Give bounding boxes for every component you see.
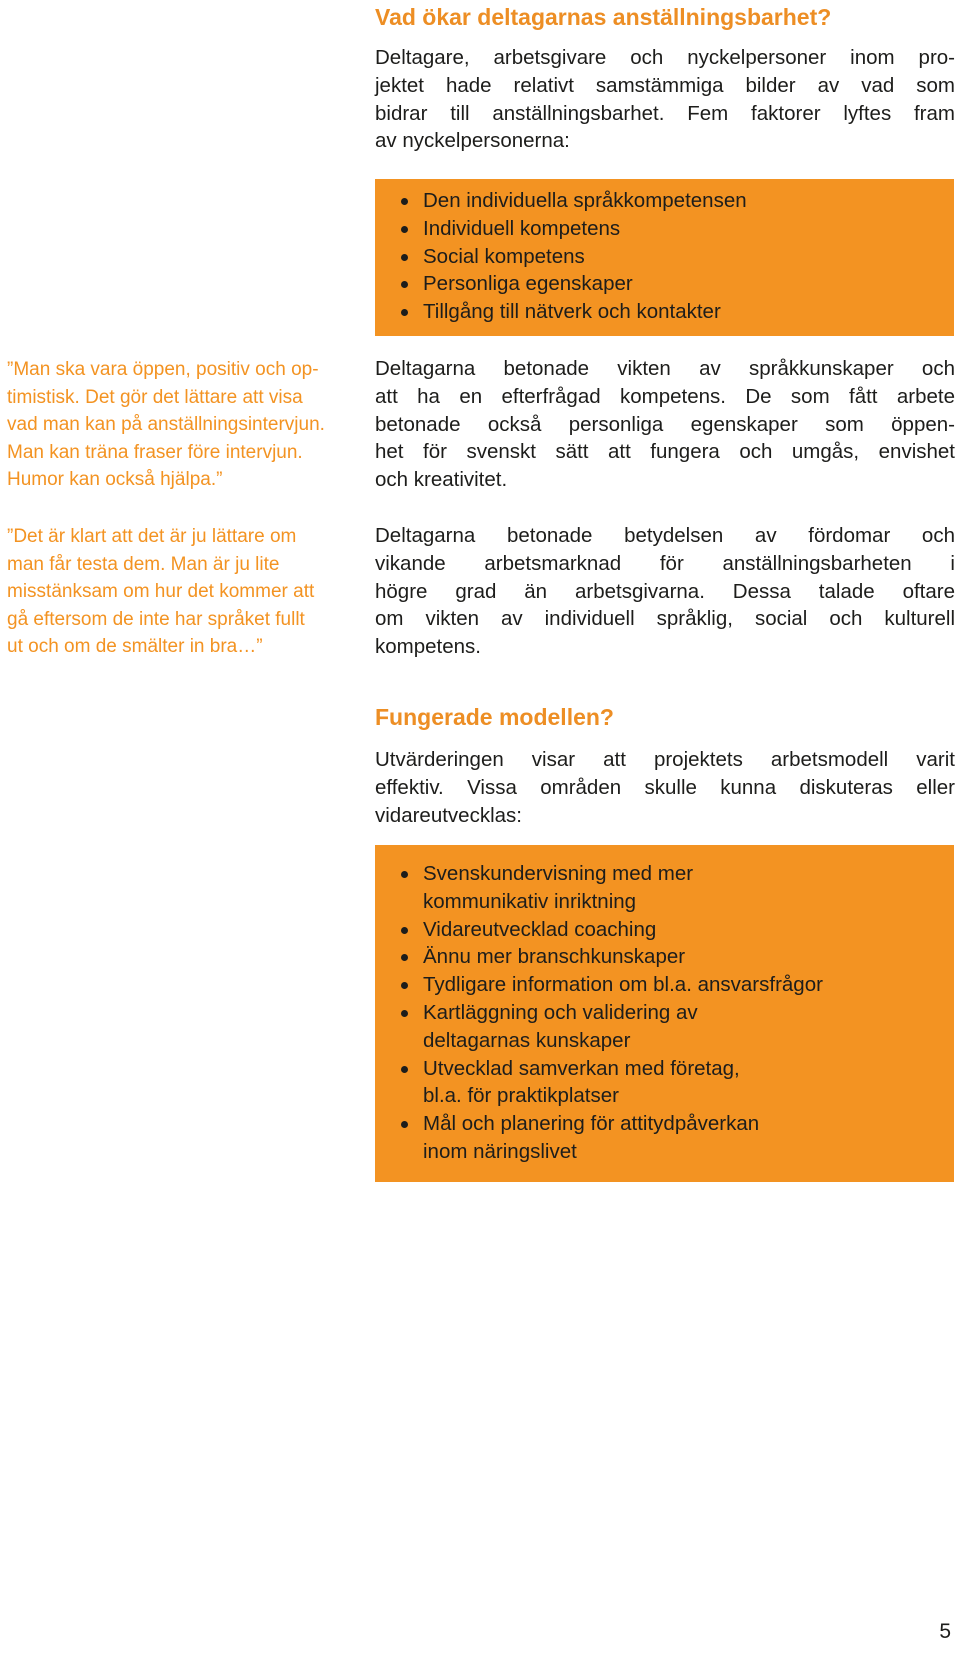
quote-line: vad man kan på anställningsintervjun.: [7, 414, 325, 435]
text-line: och kreativitet.: [375, 468, 508, 492]
quote-line: misstänksam om hur det kommer att: [7, 581, 315, 602]
list-item: Vidareutvecklad coaching: [375, 916, 954, 944]
bullet-icon: [401, 982, 408, 989]
bullet-icon: [401, 927, 408, 934]
bullet-icon: [401, 954, 408, 961]
quote-line: ”Det är klart att det är ju lättare om: [7, 526, 297, 547]
list-item: Individuell kompetens: [375, 215, 954, 243]
text-line: bidrar till anställningsbarhet. Fem faktorer lyftes fram: [375, 101, 955, 125]
pull-quote: [7, 523, 341, 661]
text-line: betonade också personliga egenskaper som öppen-: [375, 412, 955, 436]
text-line: om vikten av individuell språklig, social och kulturell: [375, 607, 955, 631]
list-item: Mål och planering för attitydpåverkan inom näringslivet: [375, 1110, 954, 1166]
bullet-icon: [401, 1066, 408, 1073]
list-item: Ännu mer branschkunskaper: [375, 943, 954, 971]
text-line: jektet hade relativt samstämmiga bilder av vad som: [375, 73, 955, 97]
text-line: kompetens.: [375, 635, 481, 659]
section-heading-employability: Vad ökar deltagarnas anställningsbarhet?: [375, 4, 832, 30]
quote-line: man får testa dem. Man är ju lite: [7, 553, 280, 575]
list-item: Svenskundervisning med mer kommunikativ inriktning: [375, 860, 954, 916]
list-item: Tydligare information om bl.a. ansvarsfrågor: [375, 971, 954, 999]
quote-line: ut och om de smälter in bra…”: [7, 636, 263, 657]
pull-quote: [7, 356, 341, 494]
body-paragraph: [375, 522, 955, 661]
bullet-icon: [401, 1010, 408, 1017]
improvements-list: [375, 860, 954, 1166]
text-line: att ha en efterfrågad kompetens. De som fått arbete: [375, 384, 955, 408]
text-line: högre grad än arbetsgivarna. Dessa talade oftare: [375, 579, 955, 603]
quote-line: Man kan träna fraser före intervjun.: [7, 441, 303, 463]
list-item: Den individuella språkkompetensen: [375, 187, 954, 215]
bullet-icon: [401, 871, 408, 878]
bullet-icon: [401, 226, 408, 233]
page-number: 5: [939, 1620, 951, 1643]
text-line: vidareutvecklas:: [375, 803, 522, 827]
bullet-icon: [401, 254, 408, 261]
quote-line: gå eftersom de inte har språket fullt: [7, 608, 305, 630]
section-heading-model: Fungerade modellen?: [375, 704, 614, 730]
intro-paragraph: [375, 746, 955, 829]
body-paragraph: [375, 355, 955, 494]
text-line: het för svenskt sätt att fungera och umgås, envishet: [375, 440, 955, 464]
bullet-icon: [401, 281, 408, 288]
factors-box: [375, 179, 954, 336]
text-line: vikande arbetsmarknad för anställningsbarheten i: [375, 551, 955, 575]
list-item: Tillgång till nätverk och kontakter: [375, 298, 954, 326]
list-item: Kartläggning och validering av deltagarnas kunskaper: [375, 999, 954, 1055]
list-item: Social kompetens: [375, 243, 954, 271]
text-line: Deltagarna betonade betydelsen av fördomar och: [375, 524, 955, 547]
text-line: effektiv. Vissa områden skulle kunna diskuteras eller: [375, 775, 955, 799]
text-line: Deltagarna betonade vikten av språkkunskaper och: [375, 357, 955, 380]
quote-line: ”Man ska vara öppen, positiv och op-: [7, 359, 319, 380]
bullet-icon: [401, 1121, 408, 1128]
bullet-icon: [401, 309, 408, 316]
quote-line: Humor kan också hjälpa.”: [7, 469, 223, 490]
improvements-box: [375, 845, 954, 1182]
text-line: Utvärderingen visar att projektets arbetsmodell varit: [375, 748, 955, 771]
text-line: Deltagare, arbetsgivare och nyckelpersoner inom pro-: [375, 46, 955, 69]
list-item: Personliga egenskaper: [375, 270, 954, 298]
list-item: Utvecklad samverkan med företag, bl.a. för praktikplatser: [375, 1055, 954, 1111]
text-line: av nyckelpersonerna:: [375, 129, 570, 153]
intro-paragraph: [375, 44, 955, 155]
bullet-icon: [401, 198, 408, 205]
factors-list: [375, 187, 954, 326]
quote-line: timistisk. Det gör det lättare att visa: [7, 386, 303, 408]
